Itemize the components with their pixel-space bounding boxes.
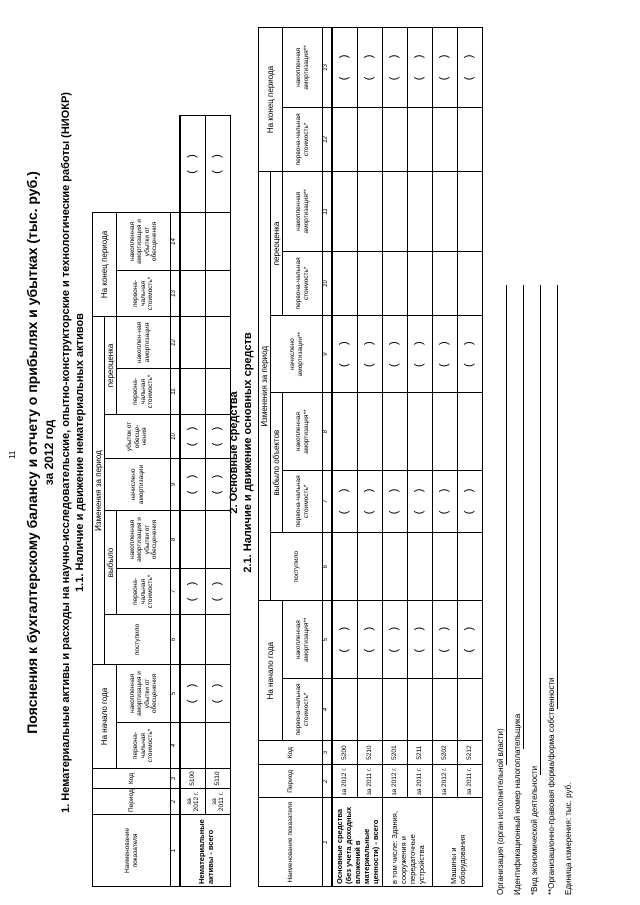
header-start-initial: первона-чальная стоимость*	[117, 723, 171, 769]
header-disposed-amort: накопленная амортизация и убытки от обесценения	[117, 510, 171, 568]
col-index: 4	[171, 723, 181, 769]
header-period: Период	[93, 789, 171, 815]
col-index: 5	[171, 664, 181, 722]
header-code: Код	[93, 769, 171, 789]
value-cell[interactable]	[358, 107, 383, 171]
paren-cell[interactable]: ( )	[408, 470, 433, 532]
paren-cell[interactable]: ( )	[458, 601, 483, 678]
row-code: 5100	[180, 769, 206, 789]
value-cell[interactable]	[408, 393, 433, 470]
paren-cell[interactable]: ( )	[358, 601, 383, 678]
paren-cell[interactable]: ( )	[180, 568, 206, 614]
row-period: за 2011 г.	[458, 765, 483, 798]
value-cell[interactable]	[332, 107, 358, 171]
value-cell[interactable]	[206, 270, 231, 316]
paren-cell[interactable]: ( )	[458, 315, 483, 392]
row-code: 5202	[433, 740, 458, 764]
paren-cell[interactable]: ( )	[206, 458, 231, 510]
value-cell[interactable]	[433, 393, 458, 470]
paren-cell[interactable]: ( )	[458, 470, 483, 532]
value-cell[interactable]	[383, 532, 408, 601]
page-title: Пояснения к бухгалтерскому балансу и отчету о прибылях и убытках (тыс. руб.)	[24, 171, 40, 734]
col-index: 6	[323, 532, 333, 601]
activity-label: *Вид экономической деятельности	[530, 765, 539, 895]
col-index: 13	[323, 28, 333, 108]
value-cell[interactable]	[408, 107, 433, 171]
row-code: 5200	[332, 740, 358, 764]
col-index: 10	[323, 251, 333, 315]
value-cell[interactable]	[180, 368, 206, 414]
row-name: Основные средства (без учета доходных вложений в материальные ценности) - всего	[332, 798, 383, 887]
col-index: 5	[323, 601, 333, 678]
header-end-initial: первона-чальная стоимость*	[283, 107, 323, 171]
value-cell[interactable]	[408, 251, 433, 315]
row-code: 5211	[408, 740, 433, 764]
value-cell[interactable]	[458, 532, 483, 601]
row-name: в том числе: Здания, сооружения и передаточные устройства	[383, 798, 433, 887]
row-code: 5210	[358, 740, 383, 764]
table-row	[180, 116, 206, 887]
value-cell[interactable]	[206, 212, 231, 270]
paren-cell[interactable]: ( )	[206, 414, 231, 458]
row-code: 5110	[206, 769, 231, 789]
paren-cell[interactable]: ( )	[433, 28, 458, 108]
header-disposed: выбыло	[105, 510, 117, 614]
row-period: за 2012 г.	[383, 765, 408, 798]
row-name: Нематериальные активы - всего	[180, 815, 231, 887]
header-end-initial: первона-чальная стоимость*	[117, 270, 171, 316]
row-code: 5201	[383, 740, 408, 764]
unit-label: Единица измерения: тыс. руб.	[564, 782, 573, 895]
value-cell[interactable]	[332, 172, 358, 252]
header-disposed: выбыло объектов	[271, 393, 283, 532]
value-cell[interactable]	[180, 614, 206, 664]
inn-line	[523, 285, 524, 749]
col-index: 3	[323, 740, 333, 764]
value-cell[interactable]	[383, 107, 408, 171]
legal-form-label: **Организационно-правовая форма/форма собственности	[547, 677, 556, 895]
paren-cell[interactable]: ( )	[358, 315, 383, 392]
org-name-label: Организация (орган исполнительной власти)	[496, 728, 505, 895]
header-changes: Изменения за период	[93, 316, 105, 664]
value-cell[interactable]	[433, 532, 458, 601]
section2-subtitle: 2.1. Наличие и движение основных средств	[242, 332, 254, 573]
header-reval-amort: накопленная амортизация**	[283, 172, 323, 252]
value-cell[interactable]	[180, 212, 206, 270]
table-row	[408, 28, 433, 887]
column-index-row	[323, 28, 333, 887]
col-index: 2	[323, 765, 333, 798]
value-cell[interactable]	[383, 251, 408, 315]
header-disposed-initial: первона-чальная стоимость*	[117, 568, 171, 614]
paren-cell[interactable]: ( )	[458, 28, 483, 108]
col-index: 1	[171, 815, 181, 887]
header-start-amort: накопленная амортизация**	[283, 601, 323, 678]
page-number: 11	[8, 450, 17, 459]
value-cell[interactable]	[383, 393, 408, 470]
value-cell[interactable]	[358, 393, 383, 470]
col-index: 12	[323, 107, 333, 171]
header-start: На начало года	[93, 664, 117, 768]
paren-cell[interactable]: ( )	[206, 116, 231, 213]
value-cell[interactable]	[458, 678, 483, 740]
page-subtitle: за 2012 год	[42, 419, 56, 486]
header-end-amort: накопленная амортизация**	[283, 28, 323, 108]
value-cell[interactable]	[458, 107, 483, 171]
value-cell[interactable]	[332, 393, 358, 470]
paren-cell[interactable]: ( )	[206, 664, 231, 722]
paren-cell[interactable]: ( )	[180, 458, 206, 510]
value-cell[interactable]	[433, 107, 458, 171]
paren-cell[interactable]: ( )	[180, 414, 206, 458]
paren-cell[interactable]: ( )	[180, 664, 206, 722]
value-cell[interactable]	[358, 251, 383, 315]
header-disposed-initial: первона-чальная стоимость*	[283, 470, 323, 532]
col-index: 14	[171, 212, 181, 270]
paren-cell[interactable]: ( )	[383, 315, 408, 392]
table-row	[383, 28, 408, 887]
paren-cell[interactable]: ( )	[206, 568, 231, 614]
row-period: за 2011 г.	[408, 765, 433, 798]
header-disposed-amort: накопленная амортизация**	[283, 393, 323, 470]
paren-cell[interactable]: ( )	[332, 601, 358, 678]
value-cell[interactable]	[458, 393, 483, 470]
header-end-amort: накопленная амортизация и убытки от обесценения	[117, 212, 171, 270]
col-index: 2	[171, 789, 181, 815]
header-reval-amort: накоплен-ная амортизация	[117, 316, 171, 368]
value-cell[interactable]	[358, 172, 383, 252]
paren-cell[interactable]: ( )	[332, 28, 358, 108]
header-received: поступило	[271, 532, 323, 601]
col-index: 4	[323, 678, 333, 740]
header-code: Код	[259, 740, 323, 764]
paren-cell[interactable]: ( )	[408, 601, 433, 678]
paren-cell[interactable]: ( )	[433, 470, 458, 532]
header-accrued-amort: начислено амортизации	[105, 458, 171, 510]
value-cell[interactable]	[408, 532, 433, 601]
col-index: 8	[171, 510, 181, 568]
col-index: 1	[323, 798, 333, 887]
row-code: 5212	[458, 740, 483, 764]
value-cell[interactable]	[358, 532, 383, 601]
value-cell[interactable]	[180, 316, 206, 368]
paren-cell[interactable]: ( )	[332, 470, 358, 532]
row-period: за 2011 г.	[206, 789, 231, 815]
legal-form-line	[557, 285, 558, 709]
row-period: за 2012 г.	[433, 765, 458, 798]
col-index: 11	[171, 368, 181, 414]
table-row	[458, 28, 483, 887]
value-cell[interactable]	[180, 270, 206, 316]
value-cell[interactable]	[408, 678, 433, 740]
section1-title: 1. Нематериальные активы и расходы на научно-исследовательские, опытно-конструкторские и технологические работы (НИОКР)	[60, 92, 72, 813]
value-cell[interactable]	[206, 510, 231, 568]
value-cell[interactable]	[433, 251, 458, 315]
value-cell[interactable]	[206, 723, 231, 769]
value-cell[interactable]	[358, 678, 383, 740]
col-index: 6	[171, 614, 181, 664]
paren-cell[interactable]: ( )	[332, 315, 358, 392]
value-cell[interactable]	[180, 723, 206, 769]
header-revaluation: переоценка	[105, 316, 117, 414]
header-start-amort: накопленная амортизация и убытки от обесценения	[117, 664, 171, 722]
value-cell[interactable]	[383, 172, 408, 252]
value-cell[interactable]	[206, 368, 231, 414]
value-cell[interactable]	[458, 251, 483, 315]
value-cell[interactable]	[332, 678, 358, 740]
section1-subtitle: 1.1. Наличие и движение нематериальных активов	[74, 313, 86, 592]
row-period: за 2012 г.	[180, 789, 206, 815]
column-index-row	[171, 116, 181, 887]
header-name: Наименование показателя	[259, 798, 323, 887]
col-index: 11	[323, 172, 333, 252]
value-cell[interactable]	[206, 316, 231, 368]
inn-label: Идентификационный номер налогоплательщика	[513, 713, 522, 895]
value-cell[interactable]	[458, 172, 483, 252]
value-cell[interactable]	[206, 614, 231, 664]
header-revaluation: переоценка	[271, 172, 283, 316]
table-row	[206, 116, 231, 887]
value-cell[interactable]	[383, 678, 408, 740]
value-cell[interactable]	[332, 251, 358, 315]
header-start: На начало года	[259, 601, 283, 740]
paren-cell[interactable]: ( )	[358, 28, 383, 108]
header-accrued-amort: начислено амортизации**	[271, 315, 323, 392]
org-name-line	[506, 285, 507, 765]
col-index: 8	[323, 393, 333, 470]
row-name: Машины и оборудования	[433, 798, 483, 887]
paren-cell[interactable]: ( )	[408, 28, 433, 108]
paren-cell[interactable]: ( )	[433, 601, 458, 678]
col-index: 10	[171, 414, 181, 458]
fixed-assets-table	[258, 27, 483, 887]
header-changes: Изменения за период	[259, 172, 271, 601]
paren-cell[interactable]: ( )	[383, 601, 408, 678]
table-row	[358, 28, 383, 887]
table-row	[332, 28, 358, 887]
paren-cell[interactable]: ( )	[180, 116, 206, 213]
activity-line	[540, 285, 541, 775]
value-cell[interactable]	[408, 172, 433, 252]
value-cell[interactable]	[332, 532, 358, 601]
paren-cell[interactable]: ( )	[383, 28, 408, 108]
section2-title: 2. Основные средства	[228, 391, 240, 514]
col-index: 9	[171, 458, 181, 510]
paren-cell[interactable]: ( )	[433, 315, 458, 392]
header-period: Период	[259, 765, 323, 798]
value-cell[interactable]	[180, 510, 206, 568]
paren-cell[interactable]: ( )	[408, 315, 433, 392]
header-end: На конец периода	[259, 28, 283, 172]
col-index: 7	[171, 568, 181, 614]
value-cell[interactable]	[433, 678, 458, 740]
col-index: 13	[171, 270, 181, 316]
header-reval-initial: первона-чальная стоимость*	[117, 368, 171, 414]
header-impairment: убыток от обесце-нения	[105, 414, 171, 458]
value-cell[interactable]	[433, 172, 458, 252]
paren-cell[interactable]: ( )	[358, 470, 383, 532]
col-index: 3	[171, 769, 181, 789]
header-name: Наименование показателя	[93, 815, 171, 887]
col-index: 12	[171, 316, 181, 368]
paren-cell[interactable]: ( )	[383, 470, 408, 532]
table-row	[433, 28, 458, 887]
header-start-initial: первона-чальная стоимость*	[283, 678, 323, 740]
col-index: 7	[323, 470, 333, 532]
row-period: за 2011 г.	[358, 765, 383, 798]
intangible-assets-table	[92, 115, 231, 887]
header-end: На конец периода	[93, 212, 117, 316]
col-index: 9	[323, 315, 333, 392]
header-received: поступило	[105, 614, 171, 664]
row-period: за 2012 г.	[332, 765, 358, 798]
header-reval-initial: первона-чальная стоимость*	[283, 251, 323, 315]
